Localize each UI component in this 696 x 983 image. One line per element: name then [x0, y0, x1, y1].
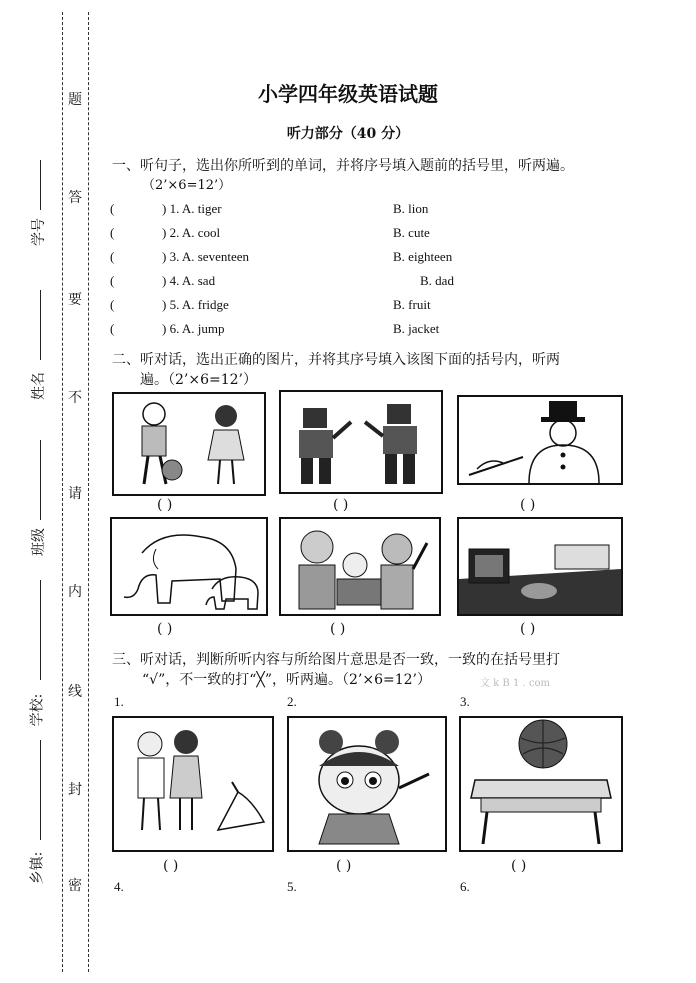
q3-number: 6. [460, 879, 470, 894]
field-name: 姓名 [31, 372, 47, 400]
page-title: 小学四年级英语试题 [258, 82, 438, 106]
q2-answer-paren[interactable]: ( ) [333, 497, 349, 513]
seal-char: 线 [68, 684, 82, 700]
q1-instruction: 一、听句子，选出你所听到的单词，并将序号填入题前的括号里，听两遍。 [112, 158, 574, 174]
school-line [40, 580, 41, 680]
q1-blank[interactable]: ( [110, 273, 115, 288]
field-student-number: 学号 [31, 218, 47, 246]
seal-char: 请 [68, 486, 82, 502]
q3-answer-paren[interactable]: ( ) [336, 858, 352, 874]
q1-blank[interactable]: ( [110, 201, 115, 216]
watermark: 文 k B 1 . com [480, 678, 550, 689]
seal-char: 封 [68, 782, 82, 798]
q3-answer-paren[interactable]: ( ) [511, 858, 527, 874]
seal-char: 答 [68, 190, 82, 206]
elephant-icon [124, 535, 236, 603]
picture-kids-umbrella [112, 716, 274, 852]
sofa-icon [555, 545, 609, 569]
picture-living-room [457, 517, 623, 616]
q1-option-a: ) 4. A. sad [162, 273, 216, 288]
q1-option-a: ) 2. A. cool [162, 225, 221, 240]
girl-head-icon [215, 405, 237, 427]
q3-number: 4. [114, 879, 124, 894]
boy-head-icon [143, 403, 165, 425]
umbrella-icon [218, 792, 264, 830]
seal-char: 不 [68, 390, 82, 406]
q1-option-b: B. fruit [393, 297, 431, 312]
picture-girl-character [287, 716, 447, 852]
binding-line-inner [88, 12, 89, 972]
ball-icon [162, 460, 182, 480]
q1-option-b: B. lion [393, 201, 429, 216]
binding-line-outer [62, 12, 63, 972]
q1-option-b: B. jacket [393, 321, 440, 336]
seal-char: 题 [68, 92, 82, 108]
elephant-icon [206, 577, 258, 609]
field-township: 乡镇: [29, 851, 46, 885]
boy-head-icon [138, 732, 162, 756]
q1-option-a: ) 1. A. tiger [162, 201, 222, 216]
robot-icon [303, 408, 327, 428]
q3-instruction-2: “√”，不一致的打“╳”，听两遍。（2’×6=12’） [142, 672, 431, 688]
picture-snowman [457, 395, 623, 485]
q2-answer-paren[interactable]: ( ) [157, 621, 173, 637]
field-class: 班级 [31, 528, 47, 556]
picture-elephants [110, 517, 268, 616]
q1-option-a: ) 5. A. fridge [162, 297, 229, 312]
picture-robots [279, 390, 443, 494]
q3-instruction: 三、听对话，判断所听内容与所给图片意思是否一致，一致的在括号里打 [112, 652, 560, 668]
q2-answer-paren[interactable]: ( ) [157, 497, 173, 513]
q1-option-b: B. dad [420, 273, 454, 288]
q3-number: 1. [114, 694, 124, 709]
class-line [40, 440, 41, 520]
q3-number: 5. [287, 879, 297, 894]
seal-char: 要 [68, 292, 82, 308]
seal-char: 密 [68, 878, 82, 894]
box-icon [337, 579, 387, 605]
q1-blank[interactable]: ( [110, 225, 115, 240]
robot-icon [387, 404, 411, 424]
q1-option-b: B. eighteen [393, 249, 453, 264]
q1-blank[interactable]: ( [110, 321, 115, 336]
q1-score: （2’×6=12’） [142, 178, 232, 193]
girl-head-icon [174, 730, 198, 754]
seal-char: 内 [68, 584, 82, 600]
q3-number: 2. [287, 694, 297, 709]
picture-family [279, 517, 441, 616]
picture-kids-playing [112, 392, 266, 496]
q1-option-a: ) 6. A. jump [162, 321, 225, 336]
q1-option-a: ) 3. A. seventeen [162, 249, 250, 264]
father-head-icon [301, 531, 333, 563]
township-line [40, 740, 41, 840]
q2-instruction-2: 遍。（2’×6=12’） [140, 372, 257, 388]
desk-icon [471, 780, 611, 798]
mother-head-icon [382, 534, 412, 564]
q2-answer-paren[interactable]: ( ) [520, 621, 536, 637]
q1-option-b: B. cute [393, 225, 430, 240]
child-head-icon [343, 553, 367, 577]
field-school: 学校: [29, 693, 46, 727]
q2-answer-paren[interactable]: ( ) [330, 621, 346, 637]
section-listening: 听力部分（40 分） [286, 126, 410, 142]
hat-icon [549, 401, 577, 419]
student-number-line [40, 160, 41, 210]
picture-basketball-desk [459, 716, 623, 852]
q1-blank[interactable]: ( [110, 249, 115, 264]
q2-instruction: 二、听对话，选出正确的图片，并将其序号填入该图下面的括号内，听两 [112, 352, 560, 368]
q3-answer-paren[interactable]: ( ) [163, 858, 179, 874]
q3-number: 3. [460, 694, 470, 709]
q2-answer-paren[interactable]: ( ) [520, 497, 536, 513]
q1-blank[interactable]: ( [110, 297, 115, 312]
name-line [40, 290, 41, 360]
